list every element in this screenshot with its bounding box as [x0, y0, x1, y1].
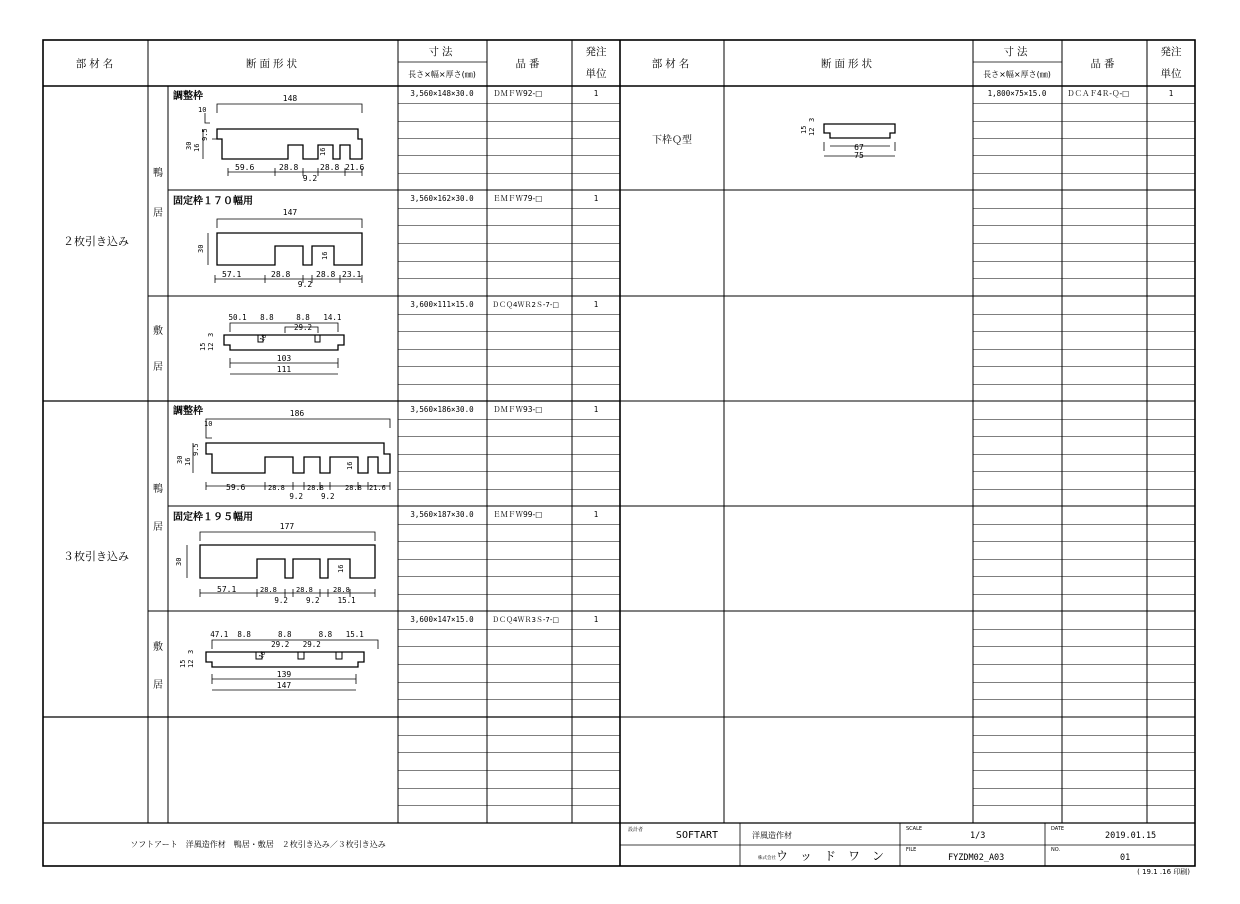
item-dims: 3,560×186×30.0	[410, 405, 474, 414]
item-dims: 3,600×147×15.0	[410, 615, 474, 624]
kamoi-char-1: 鴨	[153, 484, 163, 495]
shiki-char-1: 敷	[153, 642, 163, 653]
bottom-label-3: 28.8	[296, 586, 313, 594]
item-dims: 3,560×148×30.0	[410, 89, 474, 98]
maker-prefix: 株式会社	[758, 856, 776, 861]
bottom-label-5: 21.6	[369, 484, 386, 492]
groove-label: 16	[319, 147, 327, 156]
groove-label: 16	[258, 333, 269, 343]
sub-label: 9.2	[302, 174, 318, 183]
date-value: 2019.01.15	[1105, 831, 1157, 841]
side-label-3: 9.5	[201, 128, 209, 141]
bottom-label-2: 28.8	[268, 484, 285, 492]
section-drawing-sill-3s	[179, 630, 378, 690]
width-label: 147	[282, 208, 298, 217]
scale-value: 1/3	[970, 831, 986, 841]
width-label: 148	[282, 94, 298, 103]
kamoi-char-2: 居	[153, 208, 163, 219]
bottom-label-2: 28.8	[279, 163, 299, 172]
groove-label: 16	[321, 251, 329, 260]
item-unit: 1	[593, 510, 599, 519]
outer-label: 111	[276, 365, 292, 374]
groove-label: 16	[337, 564, 345, 573]
side-label-2: 16	[193, 143, 201, 152]
side-label-3: 3	[187, 649, 195, 654]
print-note: ( 19.1 .16 印刷)	[1137, 868, 1190, 876]
small-label: 10	[204, 420, 213, 428]
footer-description: ソフトアート 洋風造作材 鴨居・敷居 ２枚引き込み／３枚引き込み	[130, 840, 386, 849]
top-labels: 47.1 8.8 8.8 8.8 15.1	[210, 630, 364, 639]
item-unit: 1	[1168, 89, 1174, 98]
item-dims: 3,560×187×30.0	[410, 510, 474, 519]
right-item-lower-frame-q	[652, 89, 1173, 160]
side-label-3: 9.5	[192, 443, 200, 456]
item-name: 下枠Ｑ型	[652, 135, 692, 146]
left-item-data	[410, 89, 598, 624]
bottom-label-4: 28.8	[333, 586, 350, 594]
no-label: NO.	[1051, 847, 1061, 853]
side-label-1: 15	[199, 342, 207, 351]
groove-label: 16	[257, 650, 268, 660]
maker-name: ウ ッ ド ワ ン	[776, 849, 885, 863]
side-label-3: 3	[207, 332, 215, 337]
side-label-2: 12	[808, 127, 816, 136]
header-order-unit-top: 発注	[585, 46, 607, 58]
section-drawing-fixed-195	[173, 510, 375, 605]
item-title: 調整枠	[173, 91, 203, 102]
kamoi-char-1: 鴨	[153, 168, 163, 179]
side-label-1: 15	[800, 125, 808, 134]
item-code: ＥＭＦＷ79-□	[493, 194, 543, 203]
bottom-label-3: 28.8	[307, 484, 324, 492]
bottom-label-1: 59.6	[226, 483, 246, 492]
group-name: ３枚引き込み	[63, 550, 129, 563]
item-code: ＤＣＱ4ＷＲ2Ｓ-7-□	[492, 301, 560, 309]
side-label-1: 30	[176, 455, 184, 464]
group-2-panel	[63, 89, 364, 374]
bottom-label-3: 28.8	[320, 163, 340, 172]
section-drawing-adjust-186	[173, 404, 390, 501]
side-label-1: 30	[197, 244, 205, 253]
bottom-label-3: 28.8	[316, 270, 336, 279]
item-code: ＥＭＦＷ99-□	[493, 510, 543, 519]
item-title: 調整枠	[173, 406, 203, 417]
item-unit: 1	[593, 194, 599, 203]
header-section-shape: 断面形状	[246, 58, 300, 70]
width-label: 186	[289, 409, 305, 418]
shiki-char-2: 居	[153, 680, 163, 691]
item-unit: 1	[593, 300, 599, 309]
side-label-1: 30	[175, 557, 183, 566]
top-labels: 50.1 8.8 8.8 14.1	[228, 313, 342, 322]
item-unit: 1	[593, 615, 599, 624]
bottom-label-1: 59.6	[235, 163, 255, 172]
table-sub-rows	[398, 104, 1195, 806]
small-label: 10	[198, 106, 207, 114]
bottom-label-2: 28.8	[260, 586, 277, 594]
bottom-label-4: 21.6	[345, 163, 365, 172]
side-label-3: 3	[808, 117, 816, 122]
product-category: 洋風造作材	[752, 831, 792, 840]
header-order-unit-bottom-right: 単位	[1160, 68, 1182, 80]
groove-label: 16	[346, 461, 354, 470]
width-label: 177	[279, 522, 295, 531]
group-name: ２枚引き込み	[63, 235, 129, 248]
side-label-1: 15	[179, 659, 187, 668]
side-label-1: 30	[185, 141, 193, 150]
side-label-2: 16	[184, 457, 192, 466]
item-code: ＤＣＱ4ＷＲ3Ｓ-7-□	[492, 616, 560, 624]
shiki-char-1: 敷	[153, 326, 163, 337]
section-drawing-sill-2s	[199, 313, 344, 374]
header-product-no: 品番	[515, 58, 543, 70]
item-dims: 1,800×75×15.0	[987, 89, 1047, 98]
item-unit: 1	[593, 89, 599, 98]
header-part-name: 部材名	[75, 58, 117, 70]
bottom-label-1: 57.1	[222, 270, 242, 279]
shiki-char-2: 居	[153, 362, 163, 373]
kamoi-char-2: 居	[153, 522, 163, 533]
side-label-2: 12	[187, 659, 195, 668]
table-header	[76, 45, 1182, 80]
inner-label: 103	[276, 354, 292, 363]
file-label: FILE	[906, 847, 917, 853]
mid-label: 29.2 29.2	[271, 640, 321, 649]
header-dimensions-right: 寸法	[1003, 46, 1031, 58]
company-tag: 設計者	[628, 827, 644, 833]
header-order-unit-bottom: 単位	[585, 68, 607, 80]
bottom-label-1: 57.1	[217, 585, 237, 594]
item-unit: 1	[593, 405, 599, 414]
item-code: ＤＭＦＷ92-□	[493, 89, 543, 98]
scale-label: SCALE	[906, 826, 923, 832]
header-product-no-right: 品番	[1090, 58, 1118, 70]
outer-label: 75	[854, 151, 864, 160]
company-name: SOFTART	[675, 830, 719, 841]
section-drawing-fixed-170	[173, 194, 362, 289]
title-block-text	[130, 826, 1190, 876]
header-dimensions: 寸法	[428, 46, 456, 58]
header-order-unit-top-right: 発注	[1160, 46, 1182, 58]
section-drawing-adjust-148	[173, 89, 364, 183]
item-code: ＤＭＦＷ93-□	[493, 405, 543, 414]
header-dimensions-sub-right: 長さ×幅×厚さ(㎜)	[983, 70, 1051, 79]
file-value: FYZDM02_A03	[948, 853, 1005, 863]
header-dimensions-sub: 長さ×幅×厚さ(㎜)	[408, 70, 476, 79]
bottom-label-4: 23.1	[342, 270, 362, 279]
bottom-label-4: 28.8	[345, 484, 362, 492]
sub-label: 9.2 9.2 15.1	[274, 596, 356, 605]
item-title: 固定枠１７０幅用	[173, 196, 253, 207]
header-part-name-right: 部材名	[651, 58, 693, 70]
outer-label: 147	[276, 681, 292, 690]
inner-label: 67	[854, 143, 864, 152]
item-title: 固定枠１９５幅用	[173, 512, 253, 523]
inner-label: 139	[276, 670, 292, 679]
item-dims: 3,560×162×30.0	[410, 194, 474, 203]
side-label-2: 12	[207, 342, 215, 351]
group-3-panel	[63, 404, 390, 691]
header-section-shape-right: 断面形状	[821, 58, 875, 70]
date-label: DATE	[1051, 826, 1065, 832]
bottom-label-2: 28.8	[271, 270, 291, 279]
item-code: ＤＣＡＦ4Ｒ-Ｑ-□	[1067, 89, 1130, 98]
no-value: 01	[1120, 853, 1131, 863]
sub-label: 9.2	[297, 280, 313, 289]
table-frame	[43, 40, 1195, 866]
item-dims: 3,600×111×15.0	[410, 300, 474, 309]
sub-label: 9.2 9.2	[289, 492, 335, 501]
mid-label: 29.2	[293, 323, 313, 332]
